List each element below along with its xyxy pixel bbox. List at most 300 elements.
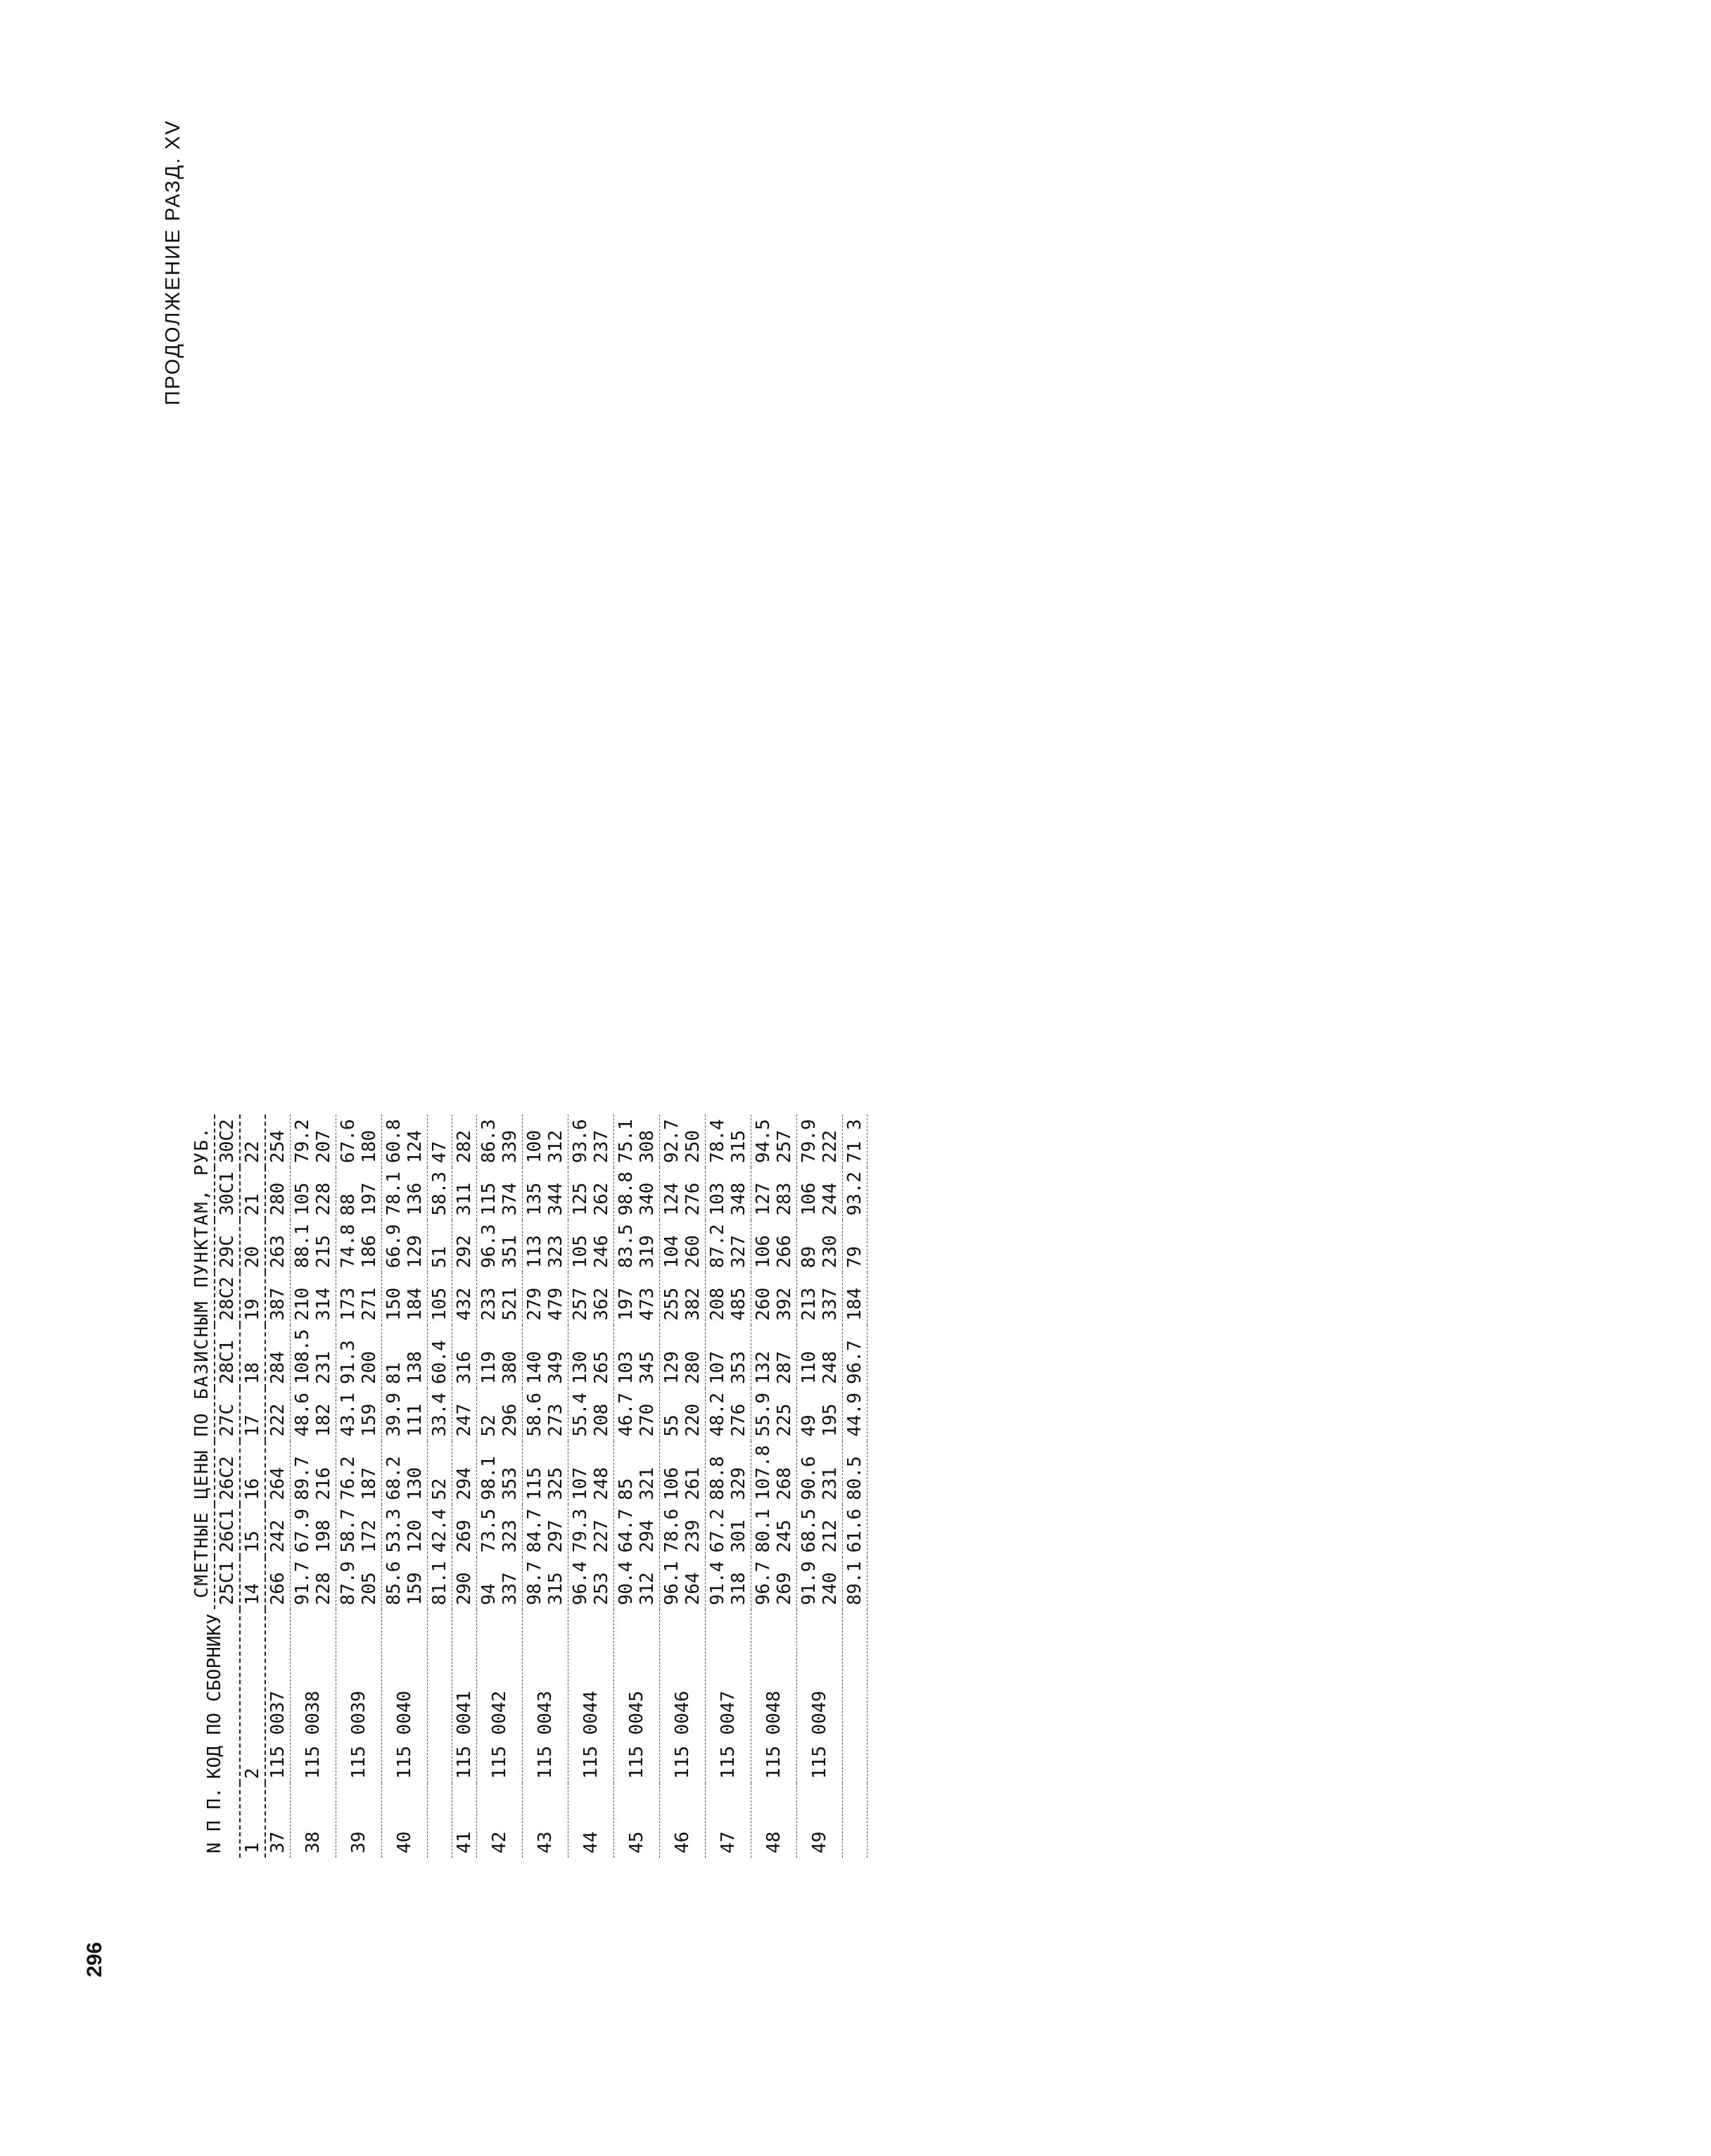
price-cell (568, 1504, 614, 1557)
price-cell (751, 1441, 797, 1504)
price-cell (568, 1441, 614, 1504)
price-cell (452, 1441, 477, 1504)
price-cell (614, 1115, 660, 1167)
price-cell (751, 1115, 797, 1167)
table-row (477, 1115, 523, 1858)
price-value: 42.4 (429, 1509, 450, 1553)
price-value: 311 (454, 1182, 475, 1216)
price-value: 340 (637, 1182, 658, 1216)
price-value: 228 (313, 1182, 334, 1216)
price-value: 55.9 (753, 1393, 774, 1437)
price-value: 48.6 (292, 1393, 313, 1437)
price-cell (336, 1272, 382, 1325)
price-value: 248 (820, 1351, 841, 1385)
price-value: 132 (753, 1351, 774, 1385)
price-value: 92.7 (661, 1119, 682, 1163)
price-value: 86.3 (478, 1119, 500, 1163)
price-value: 294 (454, 1467, 475, 1501)
price-value: 271 (359, 1287, 380, 1321)
price-cell (797, 1504, 843, 1557)
price-value: 55 (661, 1414, 682, 1437)
price-cell (660, 1504, 706, 1557)
price-cell (660, 1325, 706, 1388)
price-value: 89.1 (844, 1561, 865, 1606)
price-value: 213 (799, 1287, 820, 1321)
table-row (614, 1115, 660, 1858)
price-cell (336, 1388, 382, 1441)
price-cell (706, 1388, 751, 1441)
price-value: 125 (570, 1182, 591, 1216)
price-value: 316 (454, 1351, 475, 1385)
price-cell (568, 1557, 614, 1610)
price-value: 212 (820, 1519, 841, 1553)
price-value: 53.3 (383, 1509, 405, 1553)
price-value: 88.1 (292, 1224, 313, 1269)
price-cell (660, 1272, 706, 1325)
price-cell (428, 1167, 452, 1220)
price-cell (382, 1441, 428, 1504)
price-value: 473 (637, 1287, 658, 1321)
price-value: 91.7 (292, 1561, 313, 1606)
price-cell (265, 1272, 291, 1325)
price-cell (751, 1504, 797, 1557)
price-value: 312 (637, 1572, 658, 1606)
price-value: 292 (454, 1235, 475, 1269)
price-cell (614, 1325, 660, 1388)
price-cell (382, 1272, 428, 1325)
price-value: 312 (545, 1129, 566, 1163)
table-row (291, 1115, 336, 1858)
price-cell (660, 1557, 706, 1610)
price-value: 91.4 (707, 1561, 728, 1606)
price-value: 43.1 (338, 1393, 359, 1437)
price-cell (797, 1557, 843, 1610)
price-cell (523, 1220, 568, 1273)
price-value: 323 (545, 1235, 566, 1269)
row-code: 115 0045 (614, 1609, 660, 1783)
price-value: 246 (591, 1235, 612, 1269)
price-cell (477, 1504, 523, 1557)
price-value: 130 (405, 1467, 426, 1501)
price-value: 107 (570, 1467, 591, 1501)
price-value: 351 (500, 1235, 521, 1269)
row-number: 49 (797, 1783, 843, 1858)
price-value: 91.3 (338, 1340, 359, 1385)
price-value: 98.7 (524, 1561, 545, 1606)
price-value: 242 (267, 1519, 288, 1553)
price-value: 96.7 (844, 1340, 865, 1385)
price-value: 91.9 (799, 1561, 820, 1606)
price-value: 96.3 (478, 1224, 500, 1269)
price-value: 184 (844, 1287, 865, 1321)
price-value: 51 (429, 1245, 450, 1269)
price-cell (523, 1167, 568, 1220)
price-cell (751, 1557, 797, 1610)
price-value: 107 (707, 1351, 728, 1385)
price-value: 58.7 (338, 1509, 359, 1553)
price-value: 337 (820, 1287, 841, 1321)
table-row (751, 1115, 797, 1858)
price-cell (291, 1388, 336, 1441)
price-value: 345 (637, 1351, 658, 1385)
price-value: 230 (820, 1235, 841, 1269)
price-value: 84.7 (524, 1509, 545, 1553)
price-cell (336, 1167, 382, 1220)
price-value: 239 (682, 1519, 704, 1553)
price-cell (843, 1115, 867, 1167)
price-cell (614, 1504, 660, 1557)
column-number: 21 (240, 1167, 265, 1220)
price-value: 80.5 (844, 1456, 865, 1501)
price-value: 220 (682, 1403, 704, 1437)
price-value: 387 (267, 1287, 288, 1321)
price-value: 205 (359, 1572, 380, 1606)
price-value: 129 (405, 1235, 426, 1269)
price-cell (336, 1557, 382, 1610)
price-cell (291, 1557, 336, 1610)
price-value: 318 (728, 1572, 749, 1606)
table-row (452, 1115, 477, 1858)
row-code (843, 1609, 867, 1783)
price-cell (706, 1167, 751, 1220)
price-cell (568, 1115, 614, 1167)
price-value: 349 (545, 1351, 566, 1385)
row-code: 115 0046 (660, 1609, 706, 1783)
price-value: 52 (478, 1414, 500, 1437)
price-value: 187 (359, 1467, 380, 1501)
price-value: 124 (661, 1182, 682, 1216)
price-value: 33.4 (429, 1393, 450, 1437)
row-code: 115 0043 (523, 1609, 568, 1783)
price-cell (265, 1504, 291, 1557)
price-value: 323 (500, 1519, 521, 1553)
price-value: 479 (545, 1287, 566, 1321)
price-value: 89.7 (292, 1456, 313, 1501)
price-value: 90.6 (799, 1456, 820, 1501)
price-value: 90.4 (616, 1561, 637, 1606)
price-value: 290 (454, 1572, 475, 1606)
price-table (190, 1115, 867, 1858)
price-column-header: 26С1 (215, 1504, 240, 1557)
price-cell (614, 1272, 660, 1325)
price-value: 216 (313, 1467, 334, 1501)
row-number: 44 (568, 1783, 614, 1858)
price-cell (452, 1220, 477, 1273)
price-value: 115 (524, 1467, 545, 1501)
price-value: 315 (728, 1129, 749, 1163)
price-cell (452, 1504, 477, 1557)
price-value: 257 (774, 1129, 795, 1163)
price-value: 78.6 (661, 1509, 682, 1553)
price-value: 60.8 (383, 1119, 405, 1163)
row-number: 40 (382, 1783, 428, 1858)
row-number: 43 (523, 1783, 568, 1858)
price-cell (706, 1220, 751, 1273)
price-cell (477, 1388, 523, 1441)
price-value: 228 (313, 1572, 334, 1606)
price-cell (477, 1557, 523, 1610)
price-column-header: 28С1 (215, 1325, 240, 1388)
price-value: 79.9 (799, 1119, 820, 1163)
price-cell (568, 1272, 614, 1325)
price-cell (477, 1220, 523, 1273)
price-value: 115 (478, 1182, 500, 1216)
price-value: 240 (820, 1572, 841, 1606)
price-value: 329 (728, 1467, 749, 1501)
price-value: 245 (774, 1519, 795, 1553)
table-row (428, 1115, 452, 1858)
price-value: 180 (359, 1129, 380, 1163)
price-cell (382, 1388, 428, 1441)
price-cell (843, 1220, 867, 1273)
price-value: 73.5 (478, 1509, 500, 1553)
price-cell (477, 1272, 523, 1325)
price-cell (382, 1504, 428, 1557)
price-value: 135 (524, 1182, 545, 1216)
price-value: 172 (359, 1519, 380, 1553)
price-value: 301 (728, 1519, 749, 1553)
price-value: 255 (661, 1287, 682, 1321)
price-value: 98.1 (478, 1456, 500, 1501)
price-value: 79 (844, 1245, 865, 1269)
price-value: 94.5 (753, 1119, 774, 1163)
price-cell (660, 1167, 706, 1220)
price-cell (336, 1325, 382, 1388)
price-value: 353 (500, 1467, 521, 1501)
price-cell (428, 1441, 452, 1504)
row-number: 39 (336, 1783, 382, 1858)
price-value: 231 (313, 1351, 334, 1385)
price-column-header: 29С (215, 1220, 240, 1273)
price-cell (706, 1115, 751, 1167)
page-number: 296 (83, 1941, 106, 1977)
price-value: 314 (313, 1287, 334, 1321)
price-cell (523, 1325, 568, 1388)
price-value: 49 (799, 1414, 820, 1437)
price-value: 47 (429, 1141, 450, 1163)
row-code: 115 0042 (477, 1609, 523, 1783)
price-cell (706, 1272, 751, 1325)
price-value: 106 (661, 1467, 682, 1501)
price-cell (291, 1504, 336, 1557)
price-value: 48.2 (707, 1393, 728, 1437)
price-value: 61.6 (844, 1509, 865, 1553)
price-cell (382, 1220, 428, 1273)
price-cell (843, 1557, 867, 1610)
price-value: 348 (728, 1182, 749, 1216)
price-value: 67.9 (292, 1509, 313, 1553)
price-value: 283 (774, 1182, 795, 1216)
row-number: 37 (265, 1783, 291, 1858)
price-value: 432 (454, 1287, 475, 1321)
table-body (265, 1115, 867, 1858)
price-value: 159 (359, 1403, 380, 1437)
price-cell (751, 1388, 797, 1441)
price-value: 96.4 (570, 1561, 591, 1606)
price-value: 130 (570, 1351, 591, 1385)
price-value: 64.7 (616, 1509, 637, 1553)
price-value: 103 (707, 1182, 728, 1216)
price-column-header: 28С2 (215, 1272, 240, 1325)
price-cell (797, 1388, 843, 1441)
price-cell (336, 1504, 382, 1557)
price-value: 210 (292, 1287, 313, 1321)
price-cell (797, 1272, 843, 1325)
price-value: 173 (338, 1287, 359, 1321)
column-number: 2 (240, 1609, 265, 1783)
price-value: 129 (661, 1351, 682, 1385)
price-cell (751, 1325, 797, 1388)
table-row (523, 1115, 568, 1858)
price-value: 262 (591, 1182, 612, 1216)
price-value: 78.4 (707, 1119, 728, 1163)
price-value: 280 (682, 1351, 704, 1385)
price-cell (568, 1220, 614, 1273)
rotated-page-content (162, 120, 1597, 1858)
price-value: 282 (454, 1129, 475, 1163)
price-value: 273 (545, 1403, 566, 1437)
price-cell (523, 1504, 568, 1557)
price-cell (797, 1167, 843, 1220)
table-row (797, 1115, 843, 1858)
price-value: 93.6 (570, 1119, 591, 1163)
price-value: 233 (478, 1287, 500, 1321)
price-cell (660, 1220, 706, 1273)
price-value: 270 (637, 1403, 658, 1437)
price-value: 261 (682, 1467, 704, 1501)
price-cell (265, 1220, 291, 1273)
price-cell (843, 1167, 867, 1220)
row-number: 48 (751, 1783, 797, 1858)
price-value: 327 (728, 1235, 749, 1269)
price-value: 197 (359, 1182, 380, 1216)
row-code: 115 0044 (568, 1609, 614, 1783)
price-value: 257 (570, 1287, 591, 1321)
price-value: 325 (545, 1467, 566, 1501)
row-number: 42 (477, 1783, 523, 1858)
price-cell (452, 1557, 477, 1610)
price-value: 39.9 (383, 1393, 405, 1437)
price-cell (660, 1441, 706, 1504)
price-cell (660, 1388, 706, 1441)
price-cell (428, 1272, 452, 1325)
price-value: 106 (799, 1182, 820, 1216)
price-value: 339 (500, 1129, 521, 1163)
price-cell (428, 1388, 452, 1441)
price-value: 104 (661, 1235, 682, 1269)
price-value: 96.7 (753, 1561, 774, 1606)
price-value: 321 (637, 1467, 658, 1501)
price-cell (477, 1325, 523, 1388)
price-value: 44.9 (844, 1393, 865, 1437)
price-cell (843, 1504, 867, 1557)
price-value: 208 (707, 1287, 728, 1321)
price-cell (265, 1441, 291, 1504)
price-value: 105 (429, 1287, 450, 1321)
column-number: 20 (240, 1220, 265, 1273)
price-value: 100 (524, 1129, 545, 1163)
price-value: 337 (500, 1572, 521, 1606)
price-cell (614, 1441, 660, 1504)
price-value: 315 (545, 1572, 566, 1606)
column-number: 17 (240, 1388, 265, 1441)
price-value: 182 (313, 1403, 334, 1437)
price-value: 136 (405, 1182, 426, 1216)
price-value: 87.9 (338, 1561, 359, 1606)
price-column-header: 25С1 (215, 1557, 240, 1610)
price-value: 58.3 (429, 1171, 450, 1216)
group-header: СМЕТНЫЕ ЦЕНЫ ПО БАЗИСНЫМ ПУНКТАМ, РУБ. (190, 1115, 215, 1609)
row-code: 115 0047 (706, 1609, 751, 1783)
price-cell (291, 1272, 336, 1325)
price-value: 382 (682, 1287, 704, 1321)
price-cell (452, 1115, 477, 1167)
price-value: 276 (728, 1403, 749, 1437)
price-value: 85.6 (383, 1561, 405, 1606)
price-value: 60.4 (429, 1340, 450, 1385)
price-cell (751, 1220, 797, 1273)
row-number: 46 (660, 1783, 706, 1858)
price-value: 269 (774, 1572, 795, 1606)
price-value: 253 (591, 1572, 612, 1606)
price-cell (428, 1504, 452, 1557)
price-value: 110 (799, 1351, 820, 1385)
price-cell (452, 1167, 477, 1220)
price-cell (265, 1115, 291, 1167)
price-cell (428, 1325, 452, 1388)
price-cell (614, 1557, 660, 1610)
price-value: 222 (267, 1403, 288, 1437)
price-cell (291, 1441, 336, 1504)
price-column-header: 27С (215, 1388, 240, 1441)
price-cell (523, 1388, 568, 1441)
price-cell (523, 1272, 568, 1325)
price-cell (477, 1441, 523, 1504)
price-cell (568, 1388, 614, 1441)
price-value: 81.1 (429, 1561, 450, 1606)
price-value: 79.3 (570, 1509, 591, 1553)
price-value: 94 (478, 1583, 500, 1606)
price-value: 55.4 (570, 1393, 591, 1437)
price-value: 260 (753, 1287, 774, 1321)
price-value: 79.2 (292, 1119, 313, 1163)
price-cell (751, 1272, 797, 1325)
row-number: 41 (452, 1783, 477, 1858)
price-cell (568, 1325, 614, 1388)
price-value: 287 (774, 1351, 795, 1385)
table-row (336, 1115, 382, 1858)
price-value: 67.6 (338, 1119, 359, 1163)
price-cell (706, 1557, 751, 1610)
price-value: 67.2 (707, 1509, 728, 1553)
price-value: 108.5 (292, 1329, 313, 1385)
row-code (428, 1609, 452, 1783)
row-number: 38 (291, 1783, 336, 1858)
row-code: 115 0049 (797, 1609, 843, 1783)
price-value: 124 (405, 1129, 426, 1163)
price-value: 107.8 (753, 1445, 774, 1501)
price-value: 265 (591, 1351, 612, 1385)
table-row (568, 1115, 614, 1858)
price-cell (382, 1325, 428, 1388)
price-cell (477, 1167, 523, 1220)
price-value: 231 (820, 1467, 841, 1501)
price-value: 268 (774, 1467, 795, 1501)
price-cell (428, 1115, 452, 1167)
price-cell (265, 1167, 291, 1220)
row-number: 45 (614, 1783, 660, 1858)
price-value: 264 (267, 1467, 288, 1501)
